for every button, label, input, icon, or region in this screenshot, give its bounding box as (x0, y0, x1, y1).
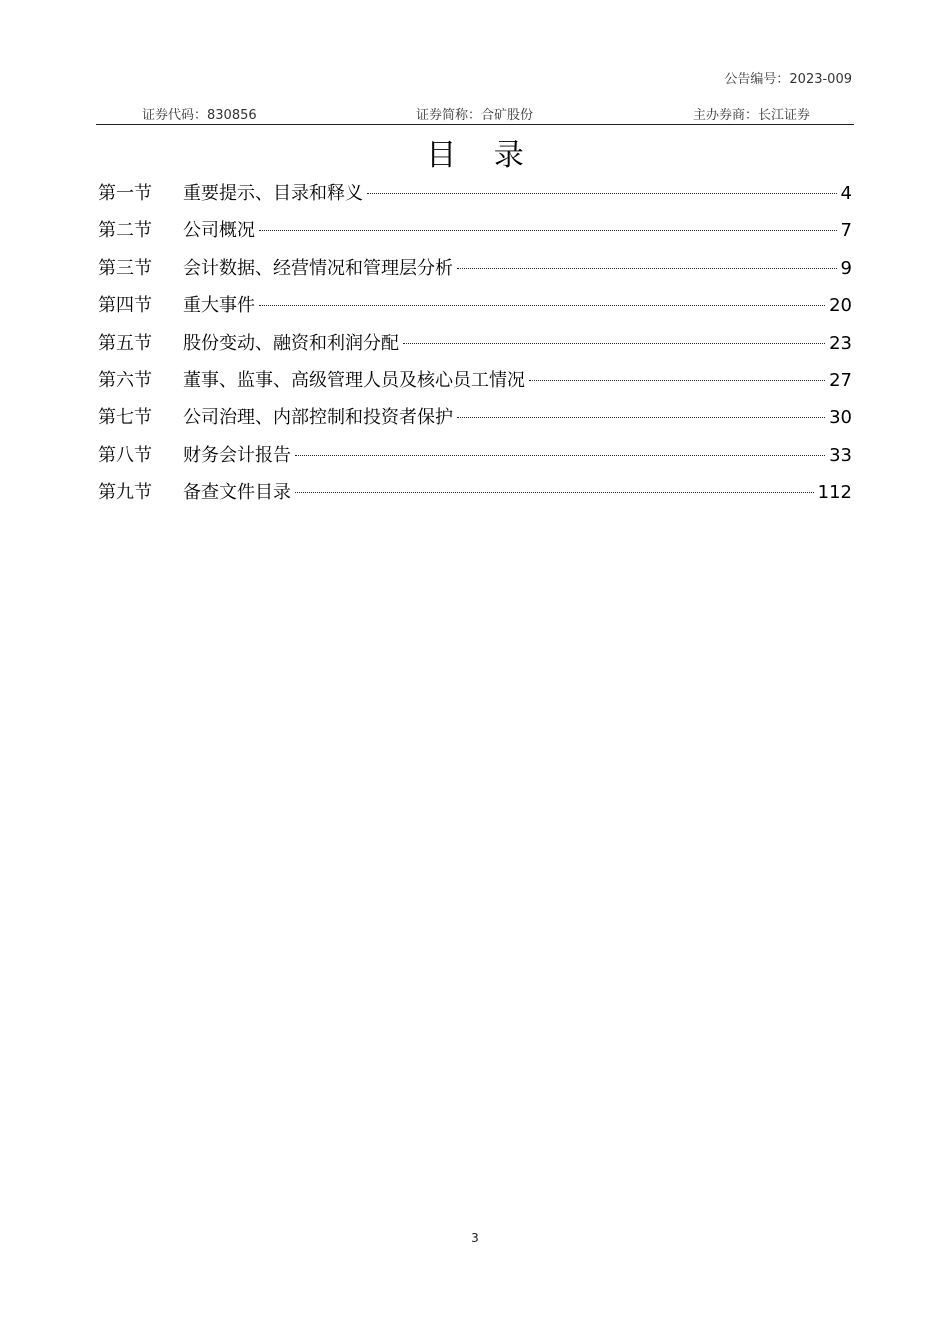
toc-section-name: 公司治理、内部控制和投资者保护 (183, 407, 453, 429)
announcement-number: 公告编号：2023-009 (724, 72, 852, 87)
toc-entry-4[interactable] (98, 290, 852, 327)
toc-page-number: 20 (829, 295, 852, 317)
toc-entry-5[interactable] (98, 328, 852, 365)
toc-entry-1[interactable] (98, 178, 852, 215)
toc-dot-leader (457, 417, 825, 418)
toc-section-name: 财务会计报告 (183, 444, 291, 466)
toc-entry-8[interactable] (98, 440, 852, 477)
toc-section-label: 第八节 (98, 444, 152, 466)
toc-section-name: 公司概况 (183, 220, 255, 242)
toc-entry-9[interactable] (98, 477, 852, 514)
header-divider (96, 124, 854, 125)
toc-section-name: 重要提示、目录和释义 (183, 183, 363, 204)
toc-page-number: 9 (840, 257, 852, 279)
toc-dot-leader (259, 305, 825, 306)
toc-dot-leader (529, 380, 825, 381)
toc-page-number: 33 (829, 444, 852, 466)
toc-page-number: 7 (840, 220, 852, 242)
toc-page-number: 112 (817, 482, 852, 504)
toc-section-label: 第三节 (98, 257, 152, 279)
toc-section-label: 第六节 (98, 369, 152, 391)
toc-section-label: 第七节 (98, 407, 152, 429)
toc-section-name: 会计数据、经营情况和管理层分析 (183, 257, 453, 279)
toc-section-name: 董事、监事、高级管理人员及核心员工情况 (183, 369, 525, 391)
toc-section-name: 备查文件目录 (183, 482, 291, 504)
table-of-contents (98, 178, 852, 515)
toc-dot-leader (295, 492, 814, 493)
toc-section-label: 第九节 (98, 482, 152, 504)
toc-entry-3[interactable] (98, 253, 852, 290)
toc-section-label: 第四节 (98, 295, 152, 317)
toc-section-label: 第五节 (98, 332, 152, 354)
toc-page-number: 23 (829, 332, 852, 354)
toc-entry-7[interactable] (98, 402, 852, 439)
toc-section-label: 第二节 (98, 220, 152, 242)
toc-dot-leader (259, 230, 837, 231)
toc-section-name: 重大事件 (183, 295, 255, 317)
toc-page-number: 30 (829, 407, 852, 429)
security-code: 证券代码：830856 (142, 108, 257, 123)
toc-dot-leader (295, 455, 825, 456)
toc-dot-leader (403, 343, 825, 344)
document-header (96, 104, 854, 126)
security-abbreviation: 证券简称：合矿股份 (416, 108, 534, 123)
toc-entry-2[interactable] (98, 215, 852, 252)
toc-section-label: 第一节 (98, 183, 152, 204)
toc-dot-leader (457, 268, 837, 269)
page-number: 3 (471, 1231, 479, 1245)
toc-entry-6[interactable] (98, 365, 852, 402)
toc-page-number: 4 (840, 183, 852, 204)
sponsor-broker: 主办券商：长江证券 (692, 108, 810, 123)
toc-title: 目 录 (426, 138, 538, 173)
toc-page-number: 27 (829, 369, 852, 391)
toc-dot-leader (367, 193, 837, 194)
toc-section-name: 股份变动、融资和利润分配 (183, 332, 399, 354)
